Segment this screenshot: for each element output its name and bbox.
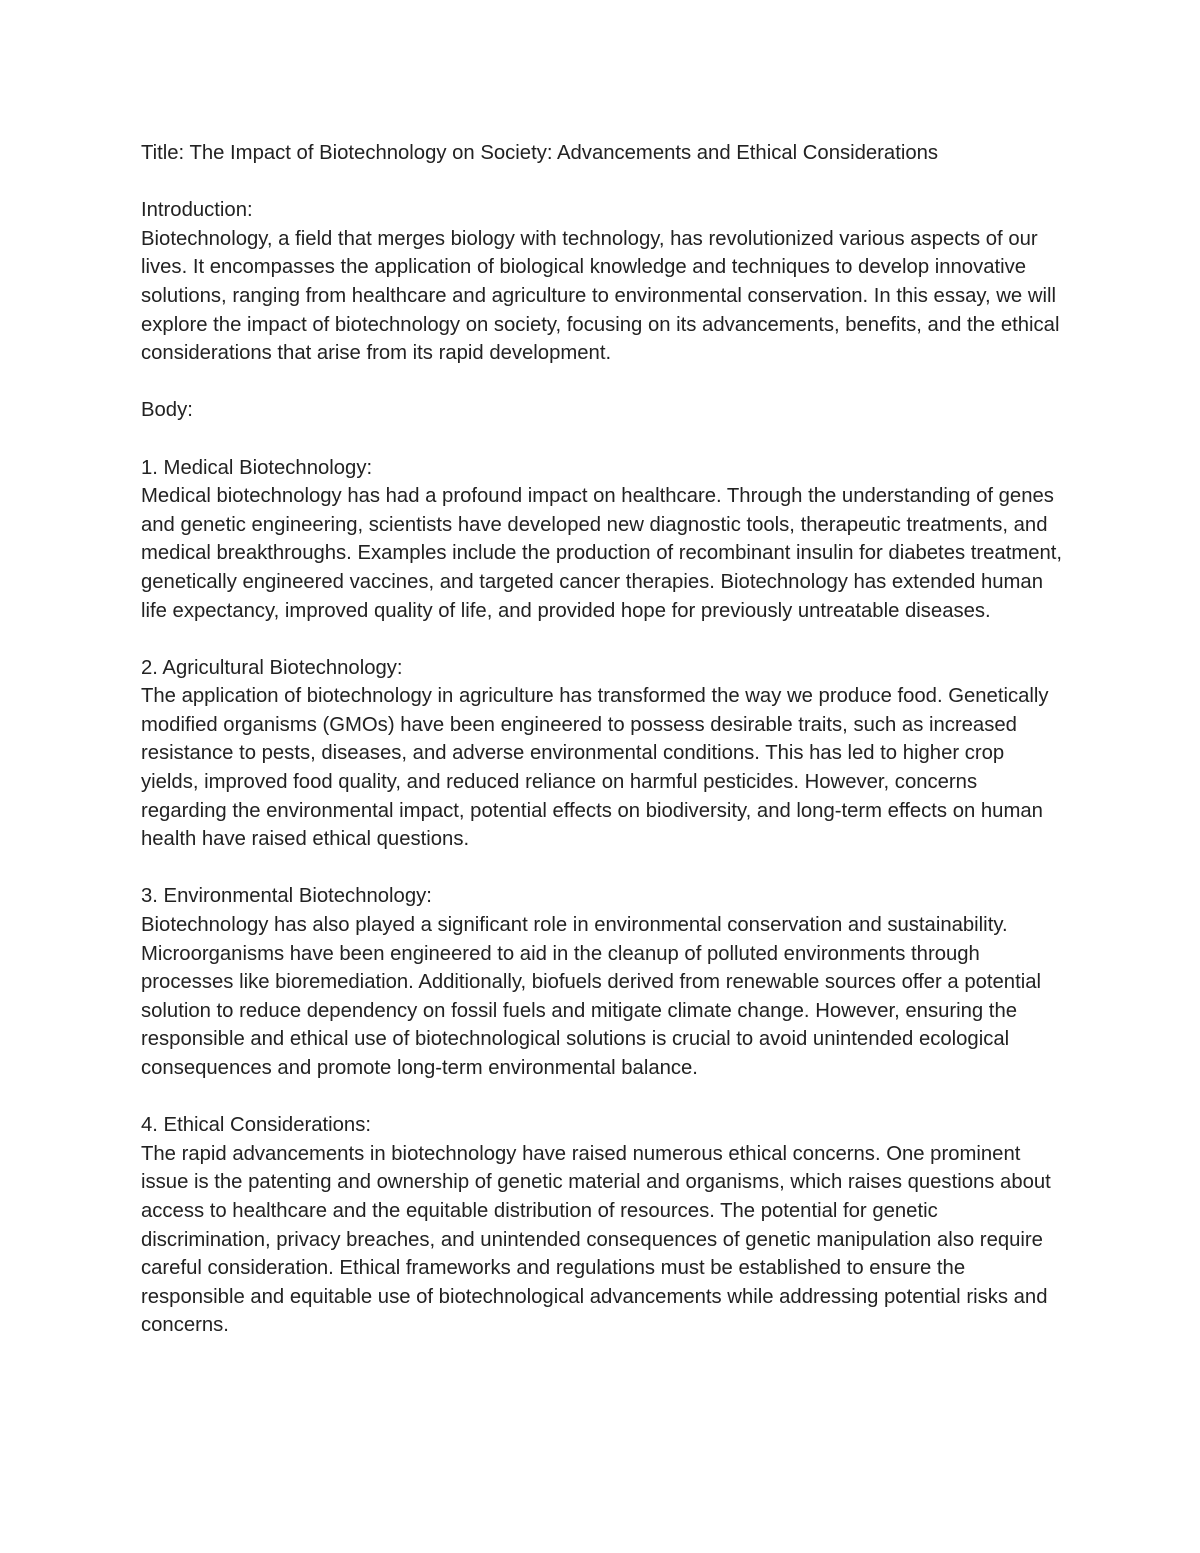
section-paragraph-medical: Medical biotechnology has had a profound impact on healthcare. Through the understanding of genes and genetic engineering, scientists have developed new diagnostic tools, therapeutic treatments, and medical breakthroughs. Examples include the production of recombinant insulin for diabetes treatment, genetically engineered vaccines, and targeted cancer therapies. Biotechnology has extended human life expectancy, improved quality of life, and provided hope for previously untreatable diseases. [141,485,1063,622]
spacer [141,368,1066,397]
section-heading-medical: 1. Medical Biotechnology: [141,456,373,479]
spacer [141,425,1066,454]
document-title: Title: The Impact of Biotechnology on Society: Advancements and Ethical Considerations [141,142,939,164]
spacer [141,854,1066,883]
intro-paragraph: Biotechnology, a field that merges biology with technology, has revolutionized various aspects of our lives. It encompasses the application of biological knowledge and techniques to develop innovative solutions, ranging from healthcare and agriculture to environmental conservation. In this essay, we will explore the impact of biotechnology on society, focusing on its advancements, benefits, and the ethical considerations that arise from its rapid development. [141,227,1060,365]
body-heading: Body: [141,399,193,422]
section-paragraph-ethical: The rapid advancements in biotechnology have raised numerous ethical concerns. One prominent issue is the patenting and ownership of genetic material and organisms, which raises questions about access to healthcare and the equitable distribution of resources. The potential for genetic discrimination, privacy breaches, and unintended consequences of genetic manipulation also require careful consideration. Ethical frameworks and regulations must be established to ensure the responsible and equitable use of biotechnological advancements while addressing potential risks and concerns. [141,1142,1051,1337]
section-paragraph-agricultural: The application of biotechnology in agriculture has transformed the way we produce food. Genetically modified organisms (GMOs) have been engineered to possess desirable traits, such as increased resistance to pests, diseases, and adverse environmental conditions. This has led to higher crop yields, improved food quality, and reduced reliance on harmful pesticides. However, concerns regarding the environmental impact, potential effects on biodiversity, and long-term effects on human health have raised ethical questions. [141,685,1049,851]
section-paragraph-environmental: Biotechnology has also played a significant role in environmental conservation and sustainability. Microorganisms have been engineered to aid in the cleanup of polluted environments through processes like bioremediation. Additionally, biofuels derived from renewable sources offer a potential solution to reduce dependency on fossil fuels and mitigate climate change. However, ensuring the responsible and ethical use of biotechnological solutions is crucial to avoid unintended ecological consequences and promote long-term environmental balance. [141,914,1042,1079]
intro-heading: Introduction: [141,199,253,222]
document-page [141,139,1066,1340]
section-heading-environmental: 3. Environmental Biotechnology: [141,885,432,908]
section-heading-agricultural: 2. Agricultural Biotechnology: [141,656,403,679]
section-heading-ethical: 4. Ethical Considerations: [141,1114,371,1137]
spacer [141,168,1066,197]
spacer [141,1083,1066,1112]
spacer [141,625,1066,654]
